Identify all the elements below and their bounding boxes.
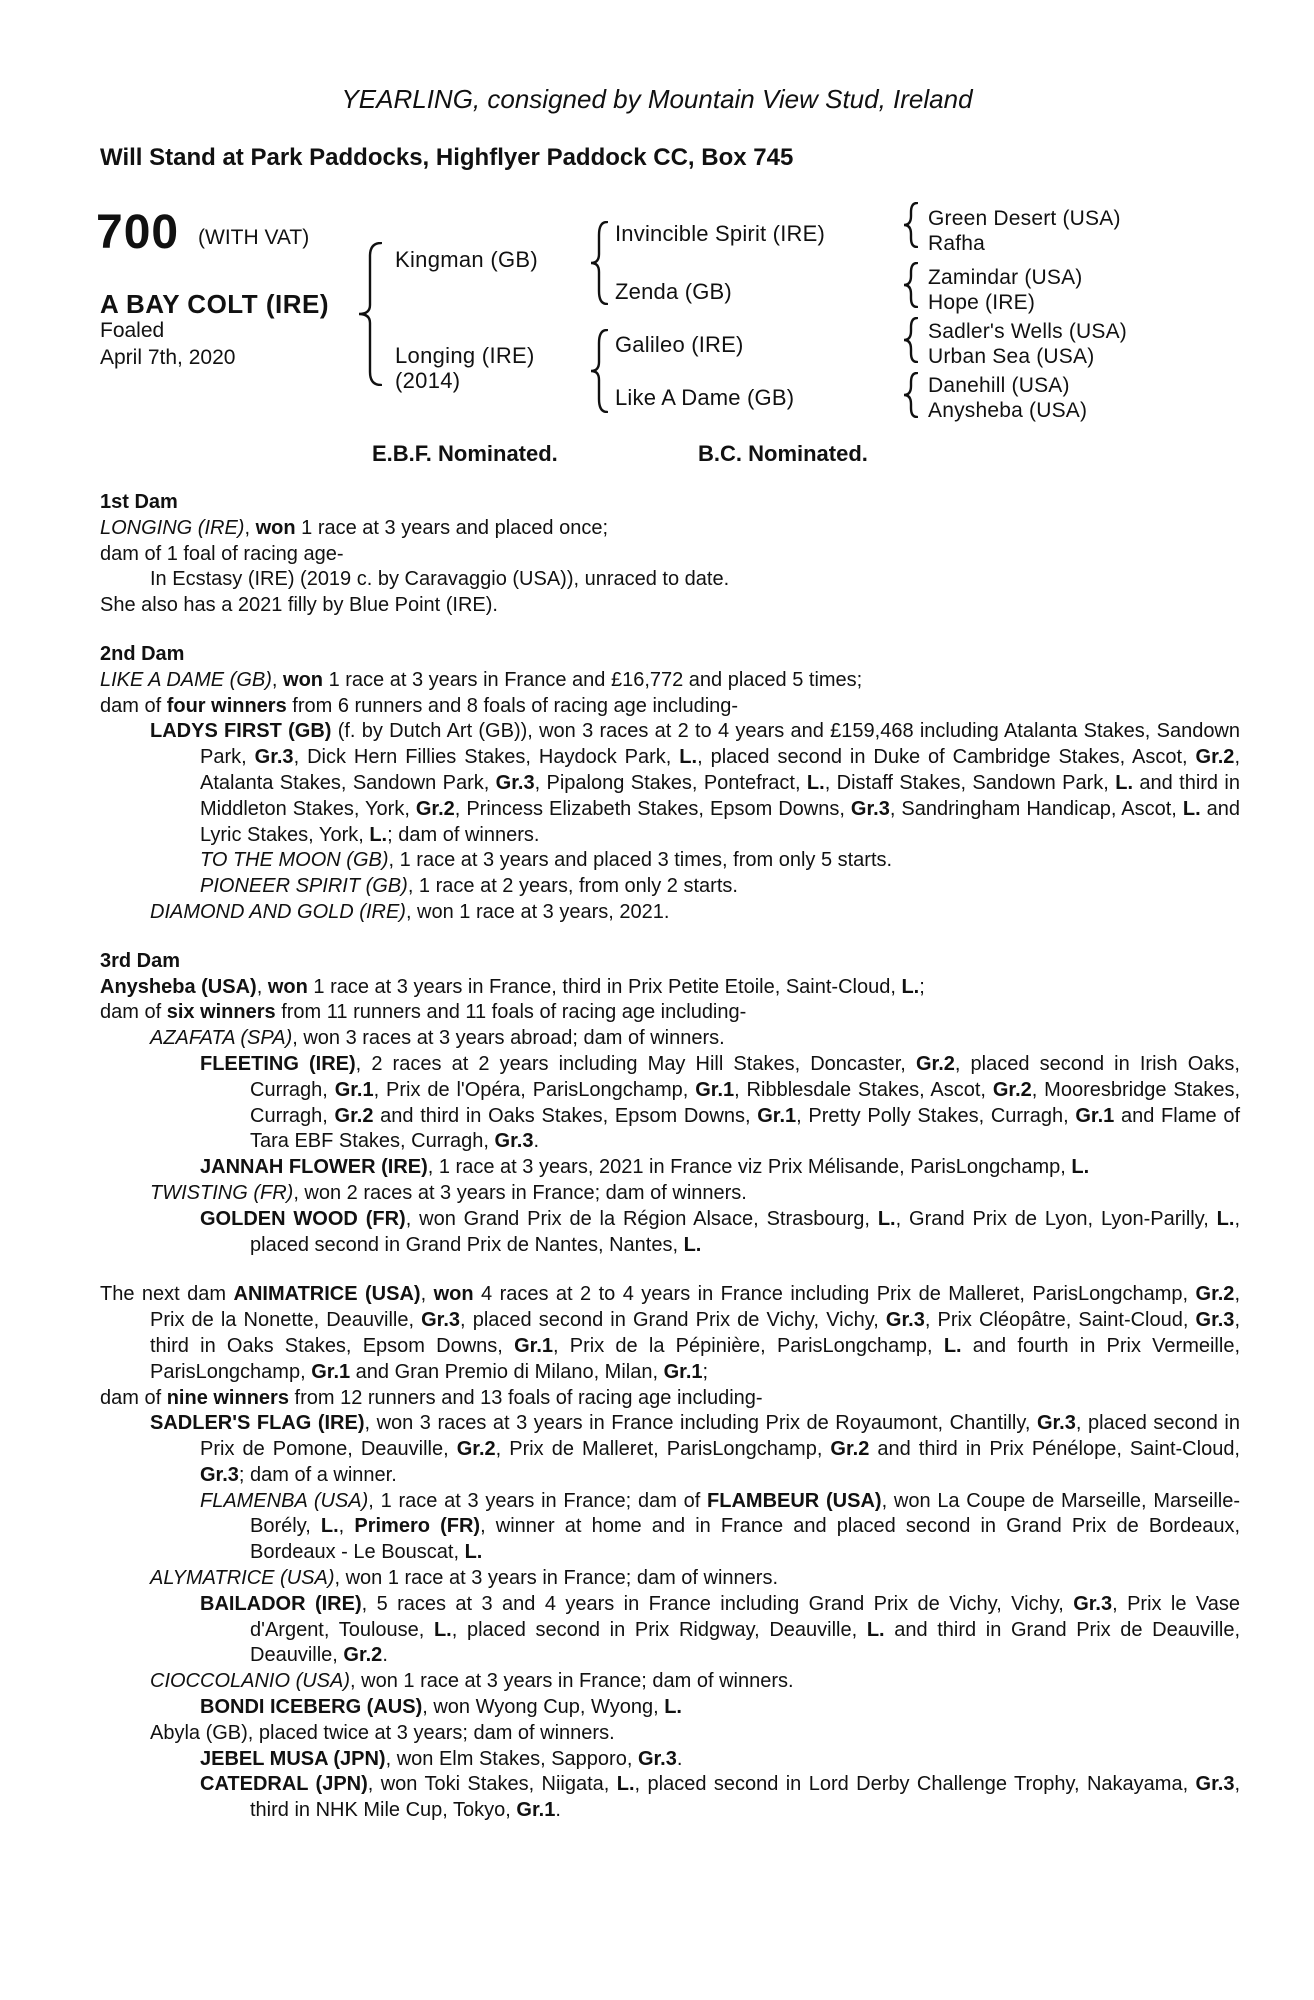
text-run: , won 1 race at 3 years in France; dam of winners. xyxy=(334,1567,779,1590)
grandparents-brace xyxy=(903,317,918,363)
pedigree-gen3-name: Rafha xyxy=(928,232,986,255)
emphasis-run: Anysheba (USA) xyxy=(100,975,257,998)
text-run: and third in Middleton Stakes, York, xyxy=(200,771,1241,820)
text-run: , placed second in Duke of Cambridge Stakes, Ascot, xyxy=(697,746,1196,769)
text-run: , won Toki Stakes, Niigata, xyxy=(367,1773,617,1796)
text-run: , placed second in Grand Prix de Vichy, Vichy, xyxy=(460,1309,886,1332)
emphasis-run: Gr.1 xyxy=(757,1104,797,1127)
emphasis-run: L. xyxy=(679,746,698,769)
text-run: , 1 race at 3 years in France; dam of xyxy=(368,1489,708,1512)
text-run: , placed second in Lord Derby Challenge Trophy, Nakayama, xyxy=(634,1773,1196,1796)
pedigree-gen3-name: Zamindar (USA) xyxy=(928,266,1083,289)
emphasis-run: GOLDEN WOOD (FR) xyxy=(200,1207,406,1230)
text-run: 1 race at 3 years in France and £16,772 and placed 5 times; xyxy=(323,668,863,691)
text-run: , Prix de l'Opéra, ParisLongchamp, xyxy=(373,1078,696,1101)
text-run: , Distaff Stakes, Sandown Park, xyxy=(824,771,1116,794)
pedigree-gen2-name: Invincible Spirit (IRE) xyxy=(615,221,825,246)
sire-parents-brace xyxy=(590,221,608,305)
text-run: dam of xyxy=(100,1001,167,1024)
emphasis-run: L. xyxy=(1071,1156,1090,1179)
text-run: , won 1 race at 3 years, 2021. xyxy=(405,900,670,923)
emphasis-run: LONGING (IRE) xyxy=(100,516,245,539)
text-run: , placed second in Irish Oaks, Curragh, xyxy=(250,1052,1240,1101)
text-run: . xyxy=(382,1644,388,1667)
text-run: , Prix de la Pépinière, ParisLongchamp, xyxy=(553,1334,944,1357)
emphasis-run: Gr.1 xyxy=(516,1799,556,1822)
text-run: dam of 1 foal of racing age- xyxy=(100,542,344,565)
lot-description: A BAY COLT (IRE) xyxy=(100,289,330,319)
ebf-nomination: E.B.F. Nominated. xyxy=(372,441,558,466)
emphasis-run: ALYMATRICE (USA) xyxy=(150,1567,335,1590)
text-run: , Sandringham Handicap, Ascot, xyxy=(889,797,1183,820)
emphasis-run: L. xyxy=(369,823,388,846)
text-run: from 12 runners and 13 foals of racing age including- xyxy=(288,1386,763,1409)
note-paragraph xyxy=(100,1181,1240,1207)
note-paragraph xyxy=(100,1411,1240,1488)
note-paragraph xyxy=(100,694,1240,720)
text-run: from 11 runners and 11 foals of racing age including- xyxy=(275,1001,747,1024)
text-run: , placed second in Grand Prix de Nantes, Nantes, xyxy=(250,1207,1240,1256)
emphasis-run: CATEDRAL (JPN) xyxy=(200,1773,368,1796)
grandparents-brace xyxy=(903,372,918,418)
dam-section xyxy=(100,642,1240,926)
emphasis-run: Gr.2 xyxy=(830,1438,870,1461)
text-run: , 2 races at 2 years including May Hill Stakes, Doncaster, xyxy=(355,1052,916,1075)
bc-nomination: B.C. Nominated. xyxy=(698,441,868,466)
text-run: , xyxy=(256,975,268,998)
text-run: from 6 runners and 8 foals of racing age including- xyxy=(286,694,739,717)
text-run: , Prix le Vase d'Argent, Toulouse, xyxy=(250,1592,1240,1641)
emphasis-run: PIONEER SPIRIT (GB) xyxy=(200,875,408,898)
emphasis-run: Gr.3 xyxy=(1195,1309,1235,1332)
text-run: 1 race at 3 years in France, third in Prix Petite Etoile, Saint-Cloud, xyxy=(307,975,902,998)
emphasis-run: Gr.3 xyxy=(495,771,535,794)
emphasis-run: LADYS FIRST (GB) xyxy=(150,720,332,743)
emphasis-run: L. xyxy=(616,1773,635,1796)
foaled-date: April 7th, 2020 xyxy=(100,346,236,369)
emphasis-run: FLAMBEUR (USA) xyxy=(707,1489,882,1512)
emphasis-run: Gr.1 xyxy=(663,1360,703,1383)
pedigree-gen3-name: Sadler's Wells (USA) xyxy=(928,320,1127,343)
note-paragraph xyxy=(100,1052,1240,1155)
text-run: , Ribblesdale Stakes, Ascot, xyxy=(734,1078,993,1101)
stand-location-line: Will Stand at Park Paddocks, Highflyer Paddock CC, Box 745 xyxy=(100,144,794,171)
emphasis-run: BAILADOR (IRE) xyxy=(200,1592,362,1615)
pedigree-dam-name: Longing (IRE) xyxy=(395,343,535,368)
dam-section xyxy=(100,949,1240,1259)
pedigree-gen3-name: Hope (IRE) xyxy=(928,291,1036,314)
note-paragraph xyxy=(100,593,1240,619)
section-heading: 2nd Dam xyxy=(100,642,185,665)
emphasis-run: JANNAH FLOWER (IRE) xyxy=(200,1156,428,1179)
text-run: dam of xyxy=(100,1386,167,1409)
text-run: , xyxy=(338,1515,355,1538)
text-run: , Princess Elizabeth Stakes, Epsom Downs, xyxy=(454,797,851,820)
emphasis-run: Gr.2 xyxy=(343,1644,383,1667)
emphasis-run: FLAMENBA (USA) xyxy=(200,1489,369,1512)
text-run: , Mooresbridge Stakes, Curragh, xyxy=(250,1078,1241,1127)
text-run: 4 races at 2 to 4 years in France including Prix de Malleret, ParisLongchamp, xyxy=(473,1283,1196,1306)
emphasis-run: L. xyxy=(683,1233,702,1256)
note-paragraph xyxy=(100,567,1240,593)
text-run: , won Elm Stakes, Sapporo, xyxy=(385,1747,638,1770)
note-paragraph xyxy=(100,1747,1240,1773)
emphasis-run: Gr.1 xyxy=(334,1078,374,1101)
text-run: , Grand Prix de Lyon, Lyon-Parilly, xyxy=(895,1207,1217,1230)
emphasis-run: won xyxy=(433,1283,474,1306)
emphasis-run: TO THE MOON (GB) xyxy=(200,849,389,872)
emphasis-run: Gr.3 xyxy=(1195,1773,1235,1796)
text-run: , 1 race at 3 years and placed 3 times, from only 5 starts. xyxy=(388,849,893,872)
emphasis-run: Gr.2 xyxy=(915,1052,955,1075)
emphasis-run: won xyxy=(267,975,308,998)
note-paragraph xyxy=(100,1566,1240,1592)
pedigree-gen2-name: Like A Dame (GB) xyxy=(615,385,795,410)
emphasis-run: L. xyxy=(1115,771,1134,794)
emphasis-run: DIAMOND AND GOLD (IRE) xyxy=(150,900,406,923)
text-run: and third in Prix Pénélope, Saint-Cloud, xyxy=(869,1438,1240,1461)
emphasis-run: Gr.3 xyxy=(494,1130,534,1153)
text-run: She also has a 2021 filly by Blue Point (IRE). xyxy=(100,594,498,617)
emphasis-run: TWISTING (FR) xyxy=(150,1181,294,1204)
text-run: , won La Coupe de Marseille, Marseille-Borély, xyxy=(250,1489,1241,1538)
emphasis-run: Gr.3 xyxy=(850,797,890,820)
text-run: ; dam of a winner. xyxy=(238,1463,397,1486)
note-paragraph xyxy=(100,516,1240,542)
text-run: , Dick Hern Fillies Stakes, Haydock Park, xyxy=(293,746,680,769)
dam-parents-brace xyxy=(590,329,608,413)
text-run: , Atalanta Stakes, Sandown Park, xyxy=(200,746,1240,794)
lot-number: 700 xyxy=(96,206,180,259)
lot-vat-note: (WITH VAT) xyxy=(198,226,310,249)
text-run: , third in NHK Mile Cup, Tokyo, xyxy=(250,1773,1241,1822)
note-paragraph xyxy=(100,668,1240,694)
emphasis-run: CIOCCOLANIO (USA) xyxy=(150,1670,351,1693)
emphasis-run: L. xyxy=(877,1207,896,1230)
emphasis-run: LIKE A DAME (GB) xyxy=(100,668,272,691)
emphasis-run: Gr.3 xyxy=(421,1309,461,1332)
note-paragraph xyxy=(100,975,1240,1001)
pedigree-notes xyxy=(100,490,1240,1824)
text-run: , won 2 races at 3 years in France; dam of winners. xyxy=(293,1181,747,1204)
text-run: , 5 races at 3 and 4 years in France including Grand Prix de Vichy, Vichy, xyxy=(361,1592,1074,1615)
note-paragraph xyxy=(100,1207,1240,1259)
text-run: , Pipalong Stakes, Pontefract, xyxy=(534,771,807,794)
pedigree-sire-name: Kingman (GB) xyxy=(395,247,538,272)
emphasis-run: L. xyxy=(433,1618,452,1641)
text-run: and Flame of Tara EBF Stakes, Curragh, xyxy=(250,1104,1241,1153)
page-title: YEARLING, consigned by Mountain View Stud, Ireland xyxy=(341,84,973,114)
pedigree-gen3-name: Anysheba (USA) xyxy=(928,399,1088,422)
text-run: , won 3 races at 3 years abroad; dam of winners. xyxy=(292,1027,725,1050)
text-run: Abyla (GB), placed twice at 3 years; dam of winners. xyxy=(150,1721,615,1744)
text-run: . xyxy=(555,1799,561,1822)
note-paragraph xyxy=(100,1386,1240,1412)
note-paragraph xyxy=(100,542,1240,568)
emphasis-run: L. xyxy=(806,771,825,794)
text-run: , 1 race at 3 years, 2021 in France viz Prix Mélisande, ParisLongchamp, xyxy=(427,1156,1072,1179)
text-run: ; xyxy=(702,1360,709,1383)
text-run: In Ecstasy (IRE) (2019 c. by Caravaggio (USA)), unraced to date. xyxy=(150,568,730,591)
text-run: , Prix de Malleret, ParisLongchamp, xyxy=(495,1438,831,1461)
note-paragraph xyxy=(100,874,1240,900)
emphasis-run: Gr.2 xyxy=(456,1438,496,1461)
text-run: and Gran Premio di Milano, Milan, xyxy=(350,1360,664,1383)
emphasis-run: L. xyxy=(664,1696,682,1719)
text-run: dam of xyxy=(100,694,167,717)
dam-section xyxy=(100,1282,1240,1824)
text-run: , won Grand Prix de la Région Alsace, Strasbourg, xyxy=(405,1207,878,1230)
note-paragraph xyxy=(100,1592,1240,1669)
note-paragraph xyxy=(100,1282,1240,1385)
emphasis-run: L. xyxy=(943,1334,962,1357)
text-run: 1 race at 3 years and placed once; xyxy=(295,516,608,539)
text-run: ; xyxy=(919,975,925,998)
note-paragraph xyxy=(100,1695,1240,1721)
text-run: The next dam xyxy=(100,1283,234,1306)
note-paragraph xyxy=(100,1026,1240,1052)
pedigree-dam-year: (2014) xyxy=(395,368,461,393)
pedigree-gen2-name: Zenda (GB) xyxy=(615,279,732,304)
grandparents-brace xyxy=(903,202,918,248)
emphasis-run: L. xyxy=(320,1515,339,1538)
note-paragraph xyxy=(100,1489,1240,1566)
emphasis-run: BONDI ICEBERG (AUS) xyxy=(200,1696,423,1719)
text-run: , xyxy=(271,668,284,691)
emphasis-run: AZAFATA (SPA) xyxy=(150,1027,293,1050)
section-heading: 1st Dam xyxy=(100,491,178,513)
emphasis-run: four winners xyxy=(166,694,287,717)
emphasis-run: L. xyxy=(464,1541,483,1564)
text-run: , Pretty Polly Stakes, Curragh, xyxy=(796,1104,1076,1127)
foaled-label: Foaled xyxy=(100,319,165,342)
note-paragraph xyxy=(100,1669,1240,1695)
text-run: and fourth in Prix Vermeille, ParisLongchamp, xyxy=(150,1334,1240,1383)
text-run: . xyxy=(533,1130,540,1153)
emphasis-run: Gr.3 xyxy=(637,1747,677,1770)
emphasis-run: Gr.3 xyxy=(254,746,294,769)
text-run: , placed second in Prix Ridgway, Deauville, xyxy=(451,1618,867,1641)
emphasis-run: L. xyxy=(1182,797,1201,820)
emphasis-run: nine winners xyxy=(166,1386,289,1409)
emphasis-run: Gr.2 xyxy=(415,797,455,820)
note-paragraph xyxy=(100,1155,1240,1181)
text-run: and third in Grand Prix de Deauville, Deauville, xyxy=(250,1618,1241,1667)
emphasis-run: Gr.1 xyxy=(514,1334,553,1357)
pedigree-gen3-name: Green Desert (USA) xyxy=(928,207,1121,230)
emphasis-run: Gr.3 xyxy=(200,1463,239,1486)
text-run: ; dam of winners. xyxy=(387,823,540,846)
note-paragraph xyxy=(100,900,1240,926)
text-run: (f. by Dutch Art (GB)), won 3 races at 2 to 4 years and £159,468 including Atalanta Stakes, Sandown Park, xyxy=(200,720,1241,769)
emphasis-run: Gr.2 xyxy=(334,1104,374,1127)
emphasis-run: Gr.1 xyxy=(311,1360,351,1383)
text-run: . xyxy=(676,1747,683,1770)
emphasis-run: L. xyxy=(866,1618,885,1641)
text-run: , third in Oaks Stakes, Epsom Downs, xyxy=(150,1309,1240,1357)
emphasis-run: ANIMATRICE (USA) xyxy=(233,1283,421,1306)
text-run: , placed second in Prix de Pomone, Deauville, xyxy=(200,1412,1240,1461)
text-run: and third in Oaks Stakes, Epsom Downs, xyxy=(373,1104,758,1127)
emphasis-run: Gr.3 xyxy=(885,1309,925,1332)
emphasis-run: Gr.1 xyxy=(1075,1104,1115,1127)
text-run: , won 3 races at 3 years in France including Prix de Royaumont, Chantilly, xyxy=(364,1412,1037,1435)
text-run: , xyxy=(420,1283,434,1306)
emphasis-run: FLEETING (IRE) xyxy=(200,1052,356,1075)
text-run: , Prix Cléopâtre, Saint-Cloud, xyxy=(924,1309,1196,1332)
text-run: , won Wyong Cup, Wyong, xyxy=(422,1696,665,1719)
emphasis-run: six winners xyxy=(166,1001,276,1024)
dam-section xyxy=(100,490,1240,619)
emphasis-run: won xyxy=(283,668,324,691)
emphasis-run: Gr.3 xyxy=(1036,1412,1076,1435)
emphasis-run: won xyxy=(255,516,296,539)
emphasis-run: Gr.1 xyxy=(695,1078,735,1101)
text-run: , winner at home and in France and placed second in Grand Prix de Bordeaux, Bordeaux - Le Bouscat, xyxy=(250,1515,1240,1564)
emphasis-run: Gr.3 xyxy=(1073,1592,1113,1615)
text-run: and Lyric Stakes, York, xyxy=(200,797,1241,846)
emphasis-run: JEBEL MUSA (JPN) xyxy=(200,1747,386,1770)
emphasis-run: L. xyxy=(1216,1207,1235,1230)
emphasis-run: SADLER'S FLAG (IRE) xyxy=(150,1412,365,1435)
pedigree-gen3-name: Danehill (USA) xyxy=(928,374,1070,397)
emphasis-run: Gr.2 xyxy=(992,1078,1032,1101)
emphasis-run: Gr.2 xyxy=(1195,746,1235,769)
note-paragraph xyxy=(100,1721,1240,1747)
note-paragraph xyxy=(100,1772,1240,1824)
pedigree-gen2-name: Galileo (IRE) xyxy=(615,332,744,357)
text-run: , won 1 race at 3 years in France; dam of winners. xyxy=(350,1670,794,1693)
emphasis-run: L. xyxy=(901,975,920,998)
emphasis-run: Primero (FR) xyxy=(354,1515,481,1538)
section-heading: 3rd Dam xyxy=(100,949,181,972)
note-paragraph xyxy=(100,719,1240,848)
grandparents-brace xyxy=(903,262,918,308)
text-run: , Prix de la Nonette, Deauville, xyxy=(150,1283,1240,1332)
note-paragraph xyxy=(100,848,1240,874)
main-pedigree-brace xyxy=(358,242,382,386)
text-run: , xyxy=(244,516,256,539)
note-paragraph xyxy=(100,1000,1240,1026)
text-run: , 1 race at 2 years, from only 2 starts. xyxy=(407,875,738,898)
pedigree-gen3-name: Urban Sea (USA) xyxy=(928,345,1095,368)
emphasis-run: Gr.2 xyxy=(1195,1283,1235,1306)
